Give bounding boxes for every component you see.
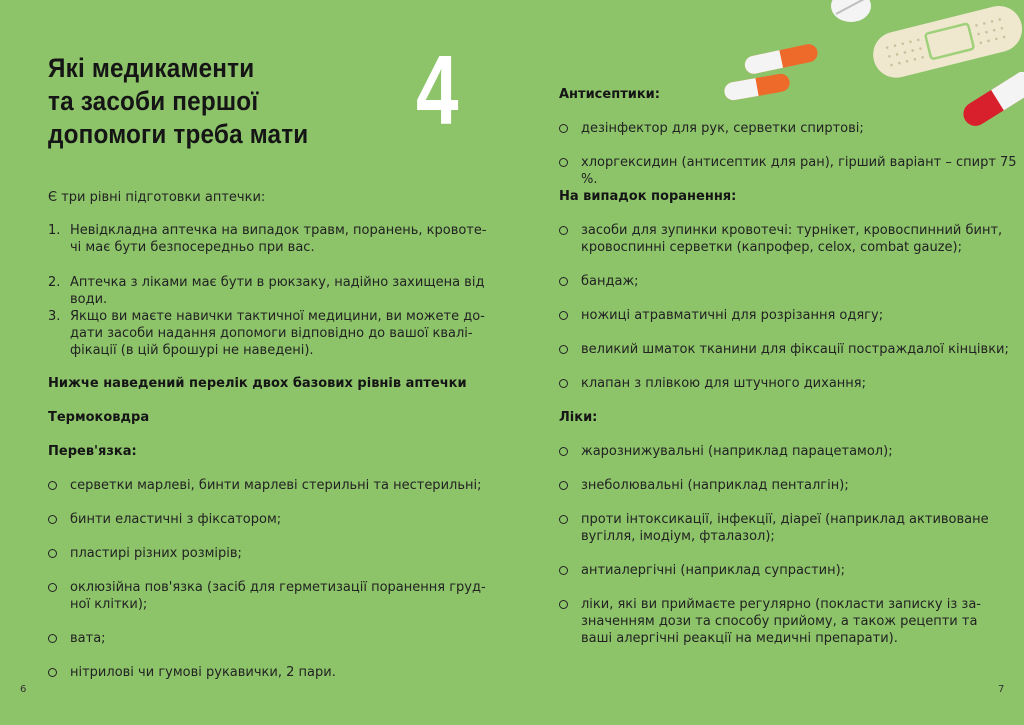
capsule-icon (720, 70, 794, 104)
bullet-icon (559, 447, 568, 456)
list-item: пластирі різних розмірів; (70, 546, 242, 561)
bullet-icon (559, 515, 568, 524)
bullet-icon (559, 277, 568, 286)
list-item: оклюзійна пов'язка (засіб для герметизації поранення груд- (70, 580, 486, 595)
list-item: дати засоби надання допомоги відповідно до вашої квалі- (70, 326, 473, 341)
page-number: 7 (998, 684, 1005, 695)
bullet-icon (559, 566, 568, 575)
chapter-number: 4 (416, 35, 459, 145)
bullet-icon (48, 583, 57, 592)
list-item: жарознижувальні (наприклад парацетамол); (581, 444, 893, 459)
bullet-icon (559, 379, 568, 388)
page-number: 6 (20, 684, 27, 695)
list-item: ліки, які ви приймаєте регулярно (покласти записку із за- (581, 597, 981, 612)
list-item: кровоспинні серветки (капрофер, celox, combat gauze); (581, 240, 963, 255)
list-item: засоби для зупинки кровотечі: турнікет, кровоспинний бинт, (581, 223, 1003, 238)
list-item: ної клітки); (70, 597, 148, 612)
bullet-icon (48, 549, 57, 558)
intro-text: Є три рівні підготовки аптечки: (48, 190, 266, 205)
list-item: фікації (в цій брошурі не наведені). (70, 343, 314, 358)
dressing-heading: Перев'язка: (48, 444, 137, 459)
list-item: чі має бути безпосередньо при вас. (70, 240, 315, 255)
list-item: серветки марлеві, бинти марлеві стерильні та нестерильні; (70, 478, 482, 493)
bullet-icon (48, 634, 57, 643)
list-item: знеболювальні (наприклад пенталгін); (581, 478, 849, 493)
antiseptics-heading: Антисептики: (559, 87, 660, 102)
bullet-icon (559, 124, 568, 133)
list-item: нітрилові чи гумові рукавички, 2 пари. (70, 665, 336, 680)
list-item: бандаж; (581, 274, 639, 289)
bullet-icon (559, 311, 568, 320)
capsule-icon (958, 72, 1024, 134)
list-item: Аптечка з ліками має бути в рюкзаку, надійно захищена від води. (70, 275, 485, 307)
bullet-icon (559, 481, 568, 490)
list-item: Невідкладна аптечка на випадок травм, поранень, кровоте- (70, 223, 487, 238)
list-item: великий шматок тканини для фіксації постраждалої кінцівки; (581, 342, 1009, 357)
list-item: значенням дози та способу прийому, а також рецепти та (581, 614, 978, 629)
bullet-icon (48, 481, 57, 490)
page-title: Які медикаменти та засоби першої допомоги треба мати (48, 53, 309, 149)
level-number: 2. (48, 275, 61, 290)
level-number: 3. (48, 309, 61, 324)
bullet-icon (48, 515, 57, 524)
thermo-heading: Термоковдра (48, 410, 150, 425)
list-item: клапан з плівкою для штучного дихання; (581, 376, 866, 391)
list-item: дезінфектор для рук, серветки спиртові; (581, 121, 864, 136)
list-item: бинти еластичні з фіксатором; (70, 512, 282, 527)
level-number: 1. (48, 223, 61, 238)
bullet-icon (559, 158, 568, 167)
list-item: проти інтоксикації, інфекції, діареї (наприклад активоване (581, 512, 989, 527)
bullet-icon (559, 345, 568, 354)
list-item: хлоргексидин (антисептик для ран), гірший варіант – спирт 75 %. (581, 155, 1017, 187)
right-page (512, 0, 1024, 725)
list-item: вата; (70, 631, 106, 646)
list-item: ваші алергічні реакції на медичні препарати). (581, 631, 898, 646)
list-item: Якщо ви маєте навички тактичної медицини, ви можете до- (70, 309, 485, 324)
meds-heading: Ліки: (559, 410, 598, 425)
list-item: ножиці атравматичні для розрізання одягу; (581, 308, 884, 323)
wound-heading: На випадок поранення: (559, 189, 737, 204)
bullet-icon (559, 226, 568, 235)
list-heading: Нижче наведений перелік двох базових рівнів аптечки (48, 376, 467, 391)
bullet-icon (48, 668, 57, 677)
list-item: антиалергічні (наприклад супрастин); (581, 563, 846, 578)
bullet-icon (559, 600, 568, 609)
list-item: вугілля, імодіум, фталазол); (581, 529, 775, 544)
